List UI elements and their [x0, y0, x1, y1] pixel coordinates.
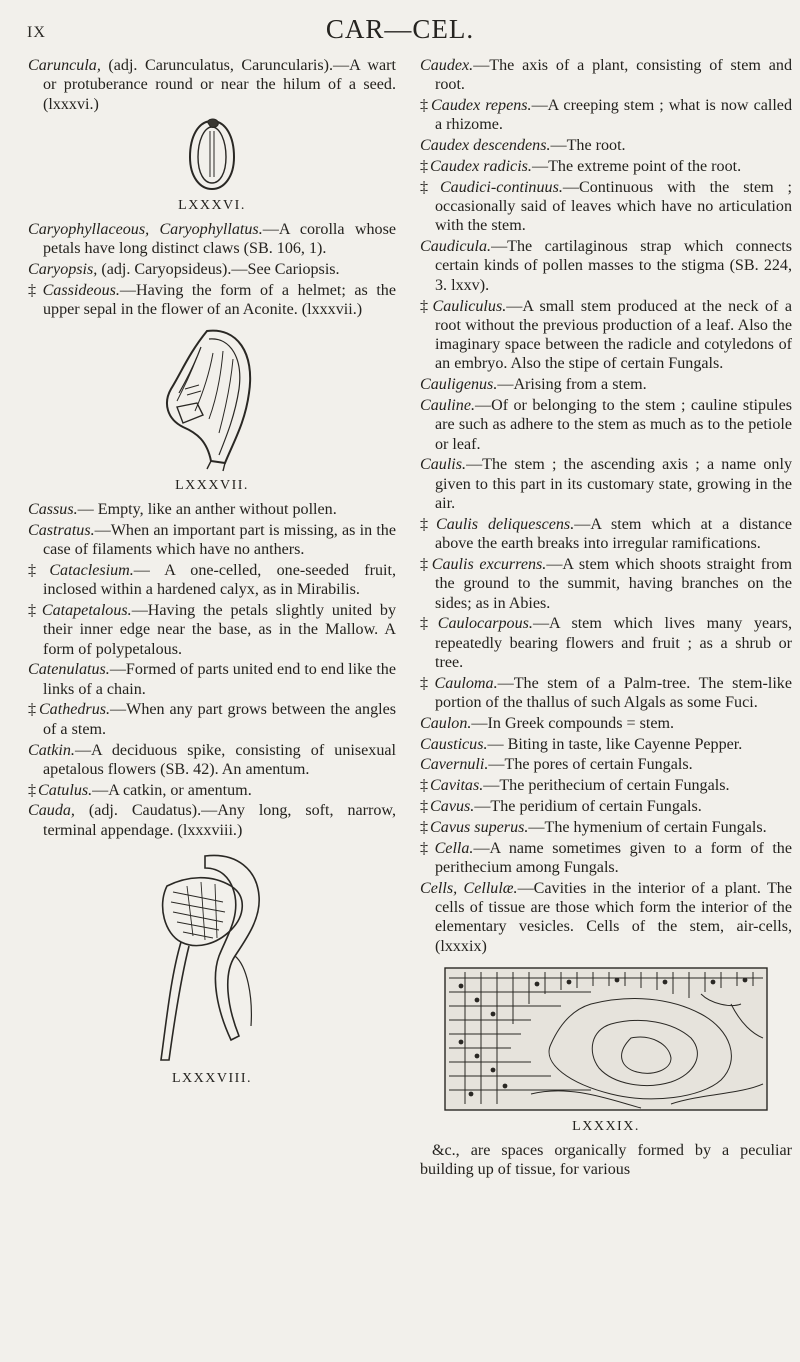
definition: —A deciduous spike, consisting of unisexual apetalous flowers (SB. 42). An amentum.: [43, 741, 396, 778]
definition: (adj. Caudatus).—Any long, soft, narrow, terminal appendage. (lxxxviii.): [43, 802, 396, 839]
dagger-mark: ‡: [420, 615, 436, 633]
figure-caption: LXXXVII.: [175, 477, 249, 493]
definition: —A stem which shoots straight from the ground to the summit, having branches on the sides; as in Abies.: [435, 555, 792, 612]
entry: [28, 660, 396, 699]
entry: [420, 515, 792, 554]
headword: Caudici-continuus.: [439, 178, 563, 196]
headword: Caudex repens.: [431, 97, 532, 115]
definition: —A stem which lives many years, repeatedly bearing flowers and fruit ; as a shrub or tree.: [435, 615, 792, 671]
page-number: IX: [27, 24, 46, 41]
headword: Caruncula,: [28, 57, 101, 74]
entry: [420, 396, 792, 454]
entry: [28, 801, 396, 840]
definition: —A stem which at a distance above the earth breaks into irregular ramifications.: [435, 515, 792, 553]
definition: —A catkin, or amentum.: [92, 781, 252, 799]
headword: Cauloma.: [434, 674, 498, 692]
definition: —When an important part is missing, as in the case of filaments which have no anthers.: [43, 521, 396, 559]
dagger-mark: ‡: [420, 178, 438, 196]
headword: Caudex descendens.: [420, 137, 551, 155]
definition: —The pores of certain Fungals.: [488, 756, 693, 774]
definition: —The axis of a plant, consisting of stem and root.: [435, 57, 792, 94]
entry: [420, 96, 792, 135]
headword: Cassus.: [28, 500, 78, 518]
definition: —When any part grows between the angles of a stem.: [43, 701, 396, 738]
entry: [420, 237, 792, 295]
headword: Cauline.: [420, 397, 475, 415]
headword: Caudex radicis.: [430, 157, 532, 175]
definition: —Having the petals slightly united by their inner edge near the base, as in the Mallow. A form of polypetalous.: [43, 601, 396, 658]
definition: —In Greek compounds = stem.: [471, 714, 675, 732]
continued-text: &c., are spaces organically formed by a peculiar building up of tissue, for various: [420, 1142, 792, 1179]
entry: [420, 735, 792, 754]
entry: [420, 455, 792, 513]
dagger-mark: ‡: [420, 797, 429, 815]
definition: — Biting in taste, like Cayenne Pepper.: [487, 735, 743, 753]
dagger-mark: ‡: [420, 157, 429, 175]
headword: Cella.: [434, 839, 474, 857]
definition: —The extreme point of the root.: [531, 157, 742, 175]
entry: [420, 375, 792, 394]
definition: —A small stem produced at the neck of a root without the previous production of a leaf. Also the imaginary space between the radicle and cotyledons of an embryo. Also the stipe of certain Fungals.: [435, 297, 792, 373]
entry: [420, 614, 792, 672]
aconite-helmet-illustration: [137, 323, 287, 473]
entry: [420, 797, 792, 816]
definition: —Having the form of a helmet; as the upper sepal in the flower of an Aconite. (lxxxvii.): [43, 282, 396, 319]
figure-caption: LXXXIX.: [572, 1118, 640, 1134]
cellular-tissue-illustration: [441, 964, 771, 1114]
entry: [420, 879, 792, 956]
entry: [420, 136, 792, 155]
definition: —The perithecium of certain Fungals.: [483, 777, 730, 795]
figure-lxxxvii: [28, 323, 396, 495]
right-column: [420, 56, 792, 1180]
entry: [420, 157, 792, 176]
headword: Catulus.: [38, 781, 93, 799]
entry: [28, 741, 396, 780]
definition: (adj. Caryopsideus).—See Cariopsis.: [97, 261, 340, 279]
headword: Caulocarpous.: [437, 615, 533, 633]
definition: — Empty, like an anther without pollen.: [77, 500, 337, 518]
headword: Cauliculus.: [432, 297, 507, 315]
entry: [28, 601, 396, 659]
dagger-mark: ‡: [420, 839, 433, 857]
definition: —Continuous with the stem ; occasionally said of leaves which have no articulation with the stem.: [435, 178, 792, 235]
definition: (adj. Carunculatus, Caruncularis).—A wart or protuberance round or near the hilum of a seed. (lxxxvi.): [43, 57, 396, 113]
dagger-mark: ‡: [420, 818, 429, 836]
definition: —Arising from a stem.: [497, 376, 647, 394]
headword: Catapetalous.: [41, 601, 132, 619]
entry: [420, 674, 792, 713]
entry: [28, 781, 396, 800]
dagger-mark: ‡: [420, 555, 430, 573]
entry: [28, 700, 396, 739]
definition: —A corolla whose petals have long distinct claws (SB. 106, 1).: [43, 221, 396, 258]
figure-caption: LXXXVI.: [178, 197, 246, 213]
entry: [420, 755, 792, 774]
entry: [420, 818, 792, 837]
headword: Castratus.: [28, 521, 95, 539]
headword: Caulis.: [420, 456, 467, 474]
headword: Caudex.: [420, 57, 474, 74]
headword: Cavitas.: [430, 777, 484, 795]
entry: [28, 561, 396, 600]
entry: [28, 56, 396, 114]
dagger-mark: ‡: [420, 297, 431, 315]
headword: Cavernuli.: [420, 756, 489, 774]
entry: [28, 220, 396, 259]
definition: — A one-celled, one-seeded fruit, inclosed within a hardened calyx, as in Mirabilis.: [43, 561, 397, 599]
definition: —The cartilaginous strap which connects certain kinds of pollen masses to the stigma (SB. 224, 3. lxxv).: [435, 238, 792, 294]
entry: [420, 714, 792, 733]
definition: —The peridium of certain Fungals.: [474, 797, 702, 815]
entry: [28, 500, 396, 519]
headword: Cells, Cellulæ.: [420, 879, 518, 897]
headword: Caryopsis,: [28, 261, 98, 279]
headword: Cassideous.: [42, 282, 120, 300]
dagger-mark: ‡: [420, 515, 434, 533]
headword: Causticus.: [420, 735, 488, 753]
headword: Caulis excurrens.: [431, 555, 547, 573]
definition: —The stem of a Palm-tree. The stem-like portion of the thallus of such Algals as some Fuci.: [435, 674, 792, 711]
headword: Catkin.: [28, 741, 75, 759]
definition: —A creeping stem ; what is now called a rhizome.: [435, 97, 792, 134]
figure-lxxxvi: [28, 117, 396, 215]
entry: [420, 776, 792, 795]
headword: Cavus superus.: [430, 818, 529, 836]
headword: Caulon.: [420, 714, 472, 732]
entry: [420, 839, 792, 878]
headword: Cauda,: [28, 802, 75, 820]
figure-lxxxviii: [28, 846, 396, 1088]
entry: [420, 56, 792, 95]
entry: [420, 297, 792, 374]
figure-caption: LXXXVIII.: [172, 1071, 252, 1087]
left-column: [28, 56, 396, 1093]
headword: Cathedrus.: [38, 701, 111, 719]
definition: —The stem ; the ascending axis ; a name only given to this part in its customary state, growing in the air.: [435, 456, 792, 513]
entry: [28, 281, 396, 320]
dagger-mark: ‡: [28, 701, 37, 719]
dagger-mark: ‡: [28, 561, 48, 579]
headword: Caryophyllaceous, Caryophyllatus.: [28, 221, 263, 239]
definition: —The hymenium of certain Fungals.: [528, 818, 767, 836]
definition: —Cavities in the interior of a plant. The cells of tissue are those which form the interior of the elementary vesicles. Cells of the stem, air-cells, (lxxxix): [435, 879, 792, 955]
dagger-mark: ‡: [420, 674, 433, 692]
headword: Cavus.: [430, 797, 475, 815]
headword: Cataclesium.: [49, 561, 134, 579]
dagger-mark: ‡: [28, 781, 37, 799]
caudate-appendage-illustration: [127, 846, 297, 1066]
definition: —Of or belonging to the stem ; cauline stipules are such as adhere to the stem as much as to the petiole or leaf.: [435, 397, 792, 453]
dagger-mark: ‡: [420, 777, 429, 795]
page-title: CAR—CEL.: [325, 14, 475, 44]
dagger-mark: ‡: [28, 601, 40, 619]
headword: Caudicula.: [420, 238, 492, 256]
figure-lxxxix: [420, 964, 792, 1136]
entry: [28, 260, 396, 279]
headword: Caulis deliquescens.: [435, 515, 575, 533]
entry: [420, 178, 792, 236]
headword: Cauligenus.: [420, 376, 498, 394]
entry: [28, 521, 396, 560]
definition: —The root.: [550, 137, 626, 155]
definition: —A name sometimes given to a form of the perithecium among Fungals.: [435, 839, 792, 876]
entry: [420, 555, 792, 613]
headword: Catenulatus.: [28, 661, 110, 679]
seed-illustration: [182, 117, 242, 193]
dagger-mark: ‡: [420, 97, 430, 115]
dagger-mark: ‡: [28, 282, 41, 300]
definition: —Formed of parts united end to end like the links of a chain.: [43, 661, 396, 698]
